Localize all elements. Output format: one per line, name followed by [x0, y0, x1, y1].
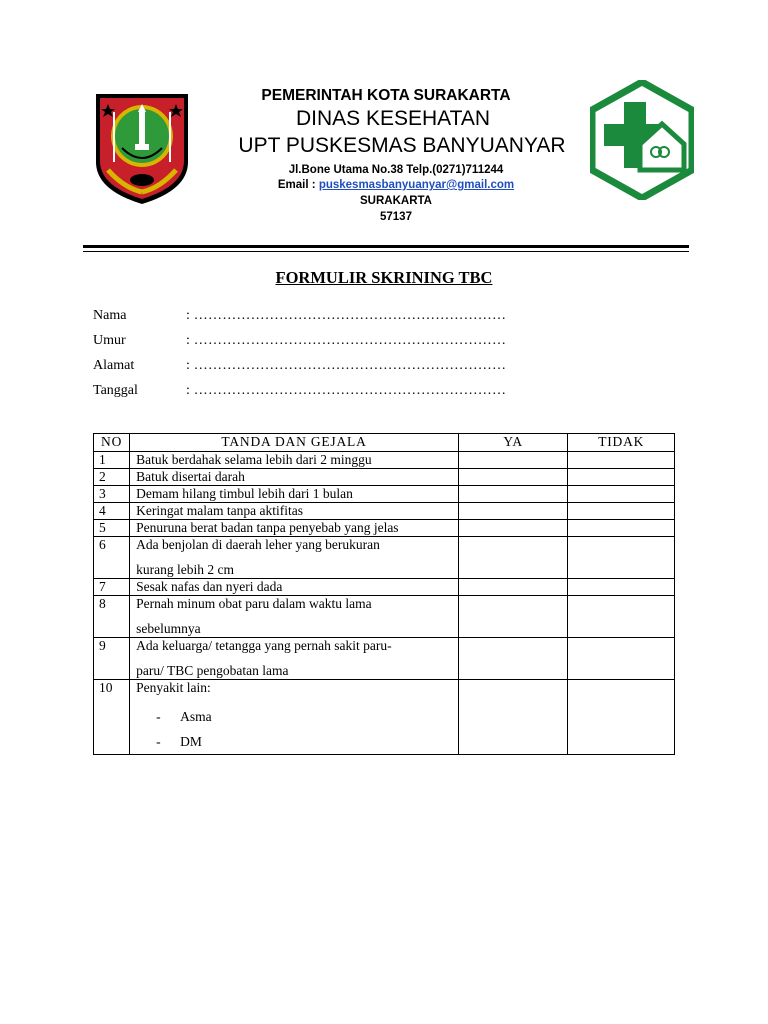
field-fill-line[interactable]: : …………………………………………………………: [186, 308, 507, 323]
other-disease-list: [136, 704, 452, 754]
table-row: [94, 503, 675, 520]
symptom-line-2: sebelumnya: [136, 621, 201, 636]
table-row: [94, 486, 675, 503]
symptom-line-1: Ada keluarga/ tetangga yang pernah sakit paru-: [136, 638, 392, 653]
postal-code: 57137: [380, 211, 412, 223]
tidak-cell[interactable]: [568, 638, 675, 680]
table-row: [94, 638, 675, 680]
symptom-line-2: kurang lebih 2 cm: [136, 562, 235, 577]
puskesmas-cross-logo-icon: [590, 80, 694, 200]
list-item-text: DM: [180, 733, 202, 749]
table-row: [94, 596, 675, 638]
col-header-symptom: TANDA DAN GEJALA: [130, 434, 459, 452]
symptom-line-1: Penyakit lain:: [136, 680, 211, 695]
field-label: Umur: [93, 333, 126, 348]
government-name: PEMERINTAH KOTA SURAKARTA: [261, 87, 511, 104]
ya-cell[interactable]: [458, 537, 568, 579]
row-number: 8: [94, 596, 130, 638]
field-label: Tanggal: [93, 383, 138, 398]
row-number: 4: [94, 503, 130, 520]
field-label: Nama: [93, 308, 127, 323]
address-line: Jl.Bone Utama No.38 Telp.(0271)711244: [288, 164, 504, 176]
ya-cell[interactable]: [458, 680, 568, 755]
table-row: [94, 537, 675, 579]
tidak-cell[interactable]: [568, 680, 675, 755]
symptom-text: [130, 596, 459, 638]
field-fill-line[interactable]: : …………………………………………………………: [186, 333, 507, 348]
letterhead: [200, 86, 592, 225]
email-link[interactable]: puskesmasbanyuanyar@gmail.com: [318, 179, 515, 191]
ya-cell[interactable]: [458, 638, 568, 680]
col-header-tidak: TIDAK: [568, 434, 675, 452]
row-number: 7: [94, 579, 130, 596]
list-dash: -: [156, 733, 161, 749]
symptom-line-1: Ada benjolan di daerah leher yang berukuran: [136, 537, 380, 552]
tidak-cell[interactable]: [568, 486, 675, 503]
email-label: Email :: [277, 179, 316, 191]
unit-name: UPT PUSKESMAS BANYUANYAR: [238, 134, 566, 157]
field-fill-line[interactable]: : …………………………………………………………: [186, 358, 507, 373]
tidak-cell[interactable]: [568, 452, 675, 469]
city: SURAKARTA: [360, 195, 432, 207]
table-row: [94, 680, 675, 755]
field-nama: [93, 306, 506, 331]
surakarta-city-emblem-icon: [94, 92, 190, 206]
tidak-cell[interactable]: [568, 520, 675, 537]
symptom-text: Keringat malam tanpa aktifitas: [130, 503, 459, 520]
field-label: Alamat: [93, 358, 135, 373]
symptom-text: [130, 537, 459, 579]
row-number: 1: [94, 452, 130, 469]
department-name: DINAS KESEHATAN: [295, 107, 491, 130]
field-alamat: [93, 356, 506, 381]
list-dash: -: [156, 708, 161, 724]
list-item: [136, 704, 452, 729]
ya-cell[interactable]: [458, 596, 568, 638]
tidak-cell[interactable]: [568, 596, 675, 638]
row-number: 2: [94, 469, 130, 486]
row-number: 10: [94, 680, 130, 755]
field-fill-line[interactable]: : …………………………………………………………: [186, 383, 507, 398]
list-item: [136, 729, 452, 754]
field-tanggal: [93, 381, 506, 406]
ya-cell[interactable]: [458, 503, 568, 520]
ya-cell[interactable]: [458, 579, 568, 596]
row-number: 9: [94, 638, 130, 680]
list-item-text: Asma: [180, 708, 212, 724]
ya-cell[interactable]: [458, 520, 568, 537]
email-line: [200, 178, 592, 193]
symptom-text: Sesak nafas dan nyeri dada: [130, 579, 459, 596]
symptom-text: Batuk berdahak selama lebih dari 2 minggu: [130, 452, 459, 469]
symptom-line-1: Pernah minum obat paru dalam waktu lama: [136, 596, 372, 611]
symptom-text: Batuk disertai darah: [130, 469, 459, 486]
tidak-cell[interactable]: [568, 469, 675, 486]
header-divider-thin: [83, 251, 689, 252]
field-umur: [93, 331, 506, 356]
ya-cell[interactable]: [458, 469, 568, 486]
row-number: 6: [94, 537, 130, 579]
symptom-text: Penuruna berat badan tanpa penyebab yang jelas: [130, 520, 459, 537]
table-header-row: [94, 434, 675, 452]
table-row: [94, 579, 675, 596]
form-title: FORMULIR SKRINING TBC: [275, 268, 493, 287]
tidak-cell[interactable]: [568, 537, 675, 579]
screening-table: [93, 433, 675, 755]
tidak-cell[interactable]: [568, 579, 675, 596]
tidak-cell[interactable]: [568, 503, 675, 520]
col-header-ya: YA: [458, 434, 568, 452]
table-row: [94, 520, 675, 537]
symptom-text: Demam hilang timbul lebih dari 1 bulan: [130, 486, 459, 503]
table-row: [94, 452, 675, 469]
ya-cell[interactable]: [458, 486, 568, 503]
col-header-no: NO: [94, 434, 130, 452]
table-row: [94, 469, 675, 486]
ya-cell[interactable]: [458, 452, 568, 469]
symptom-text: [130, 680, 459, 755]
row-number: 5: [94, 520, 130, 537]
identity-fields: [93, 306, 506, 406]
header-divider-thick: [83, 245, 689, 248]
row-number: 3: [94, 486, 130, 503]
symptom-text: [130, 638, 459, 680]
symptom-line-2: paru/ TBC pengobatan lama: [136, 663, 289, 678]
